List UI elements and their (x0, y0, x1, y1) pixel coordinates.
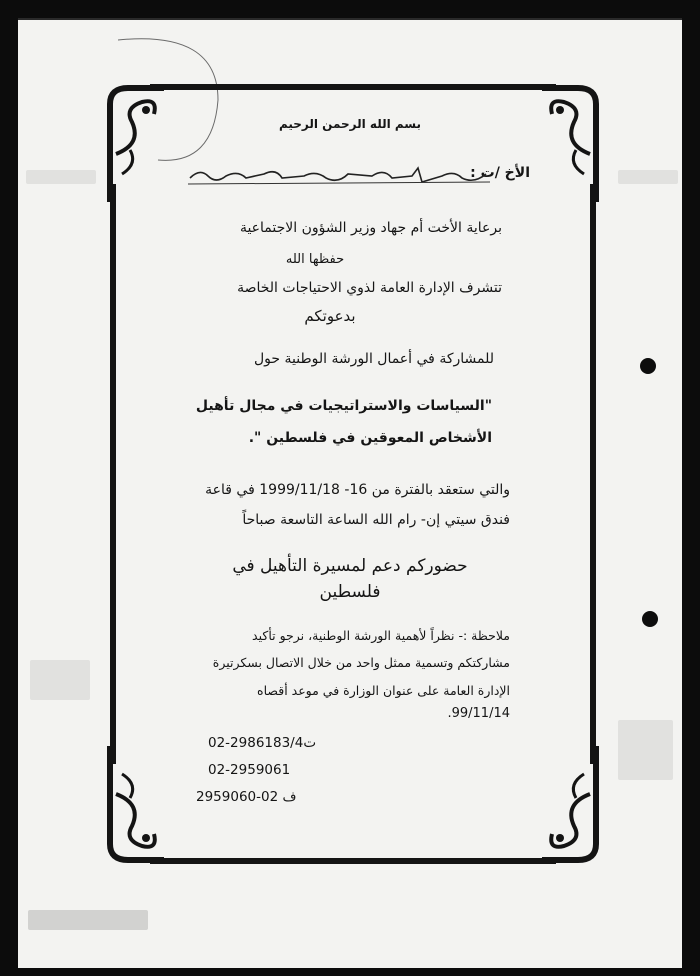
handwritten-name-signature (186, 164, 492, 188)
note-line-1: ملاحظة :- نظراً لأهمية الورشة الوطنية، نرجو تأكيد (252, 628, 510, 643)
fax-prefix: ف (282, 789, 297, 805)
recipient-label: الأخ /ت : (470, 165, 530, 181)
phone-line (208, 735, 316, 751)
topic-line-2: الأشخاص المعوقين في فلسطين ". (248, 430, 492, 446)
basmala: بسم الله الرحمن الرحيم (278, 117, 422, 131)
participation-line: للمشاركة في أعمال الورشة الوطنية حول (254, 351, 494, 367)
phone-number: 02-2986183/4 (208, 735, 304, 751)
note-line-3: الإدارة العامة على عنوان الوزارة في موعد أقصاه (257, 683, 510, 698)
topic-line-1: "السياسات والاستراتيجيات في مجال تأهيل (195, 398, 492, 414)
fax-number: 02-2959060 (196, 789, 279, 805)
invite-line: بدعوتكم (304, 307, 356, 325)
phone-number: 02-2959061 (208, 762, 291, 778)
note-line-2: مشاركتكم وتسمية ممثل واحد من خلال الاتصال بسكرتيرة (212, 655, 510, 670)
support-line-2: فلسطين (319, 582, 381, 602)
phone-prefix: ت (303, 735, 317, 751)
phone-line (208, 762, 290, 778)
venue-line: فندق سيتي إن- رام الله الساعة التاسعة صباحاً (242, 512, 510, 528)
patronage-line: برعاية الأخت أم جهاد وزير الشؤون الاجتماعية (239, 220, 502, 236)
blessing-line: حفظها الله (285, 252, 345, 267)
date-line: والتي ستعقد بالفترة من 16- 1999/11/18 في قاعة (205, 482, 510, 498)
note-date: 99/11/14. (447, 706, 510, 721)
support-line-1: حضوركم دعم لمسيرة التأهيل في (232, 556, 468, 576)
organizer-line: تتشرف الإدارة العامة لذوي الاحتياجات الخاصة (237, 280, 502, 296)
fax-line (196, 789, 296, 805)
